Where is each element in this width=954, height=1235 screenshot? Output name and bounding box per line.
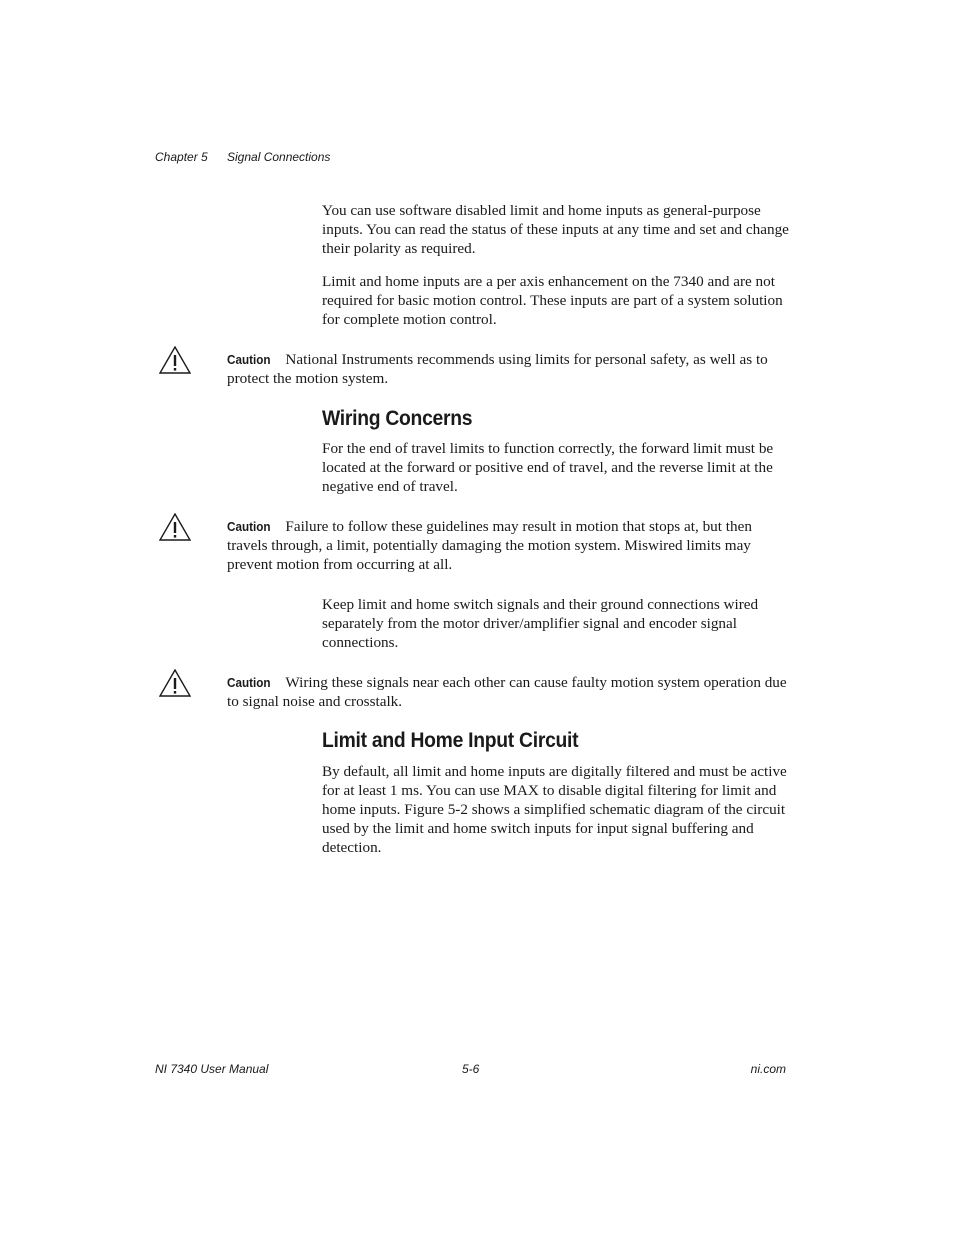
paragraph-wiring-separately: Keep limit and home switch signals and their ground connections wired separately from the motor driver/amplifier signal and encoder signal connections. xyxy=(322,596,759,651)
caution-text: Failure to follow these guidelines may result in motion that stops at, but then travels through, a limit, potentially damaging the motion system. Miswired limits may prevent motion from occurring at all. xyxy=(227,518,752,573)
caution-text: National Instruments recommends using limits for personal safety, as well as to protect the motion system. xyxy=(227,351,768,387)
caution-label: Caution xyxy=(227,519,271,534)
paragraph-end-of-travel: For the end of travel limits to function correctly, the forward limit must be located at the forward or positive end of travel, and the reverse limit at the negative end of travel. xyxy=(322,440,774,495)
caution-personal-safety xyxy=(227,350,787,388)
paragraph-digital-filtering: By default, all limit and home inputs are digitally filtered and must be active for at least 1 ms. You can use MAX to disable digital filtering for limit and home inputs. Figure 5-2 shows a simplified schematic diagram of the circuit used by the limit and home switch inputs for input signal buffering and detection. xyxy=(322,763,787,856)
paragraph-general-purpose: You can use software disabled limit and home inputs as general-purpose inputs. You can read the status of these inputs at any time and set and change their polarity as required. xyxy=(322,202,789,257)
heading-wiring-concerns: Wiring Concerns xyxy=(322,407,473,430)
caution-guidelines xyxy=(227,517,787,574)
caution-text: Wiring these signals near each other can cause faulty motion system operation due to signal noise and crosstalk. xyxy=(227,674,787,710)
running-header xyxy=(155,150,330,164)
chapter-title: Signal Connections xyxy=(227,150,331,164)
footer-site: ni.com xyxy=(750,1062,786,1076)
warning-triangle-icon xyxy=(159,346,191,374)
footer-manual-title: NI 7340 User Manual xyxy=(155,1062,269,1076)
caution-label: Caution xyxy=(227,675,271,690)
warning-triangle-icon xyxy=(159,513,191,541)
heading-limit-home-circuit: Limit and Home Input Circuit xyxy=(322,729,579,752)
caution-label: Caution xyxy=(227,352,271,367)
footer-page-number: 5-6 xyxy=(462,1062,480,1076)
caution-signal-noise xyxy=(227,673,787,711)
paragraph-per-axis: Limit and home inputs are a per axis enhancement on the 7340 and are not required for basic motion control. These inputs are part of a system solution for complete motion control. xyxy=(322,273,783,328)
warning-triangle-icon xyxy=(159,669,191,697)
chapter-label: Chapter 5 xyxy=(155,150,208,164)
